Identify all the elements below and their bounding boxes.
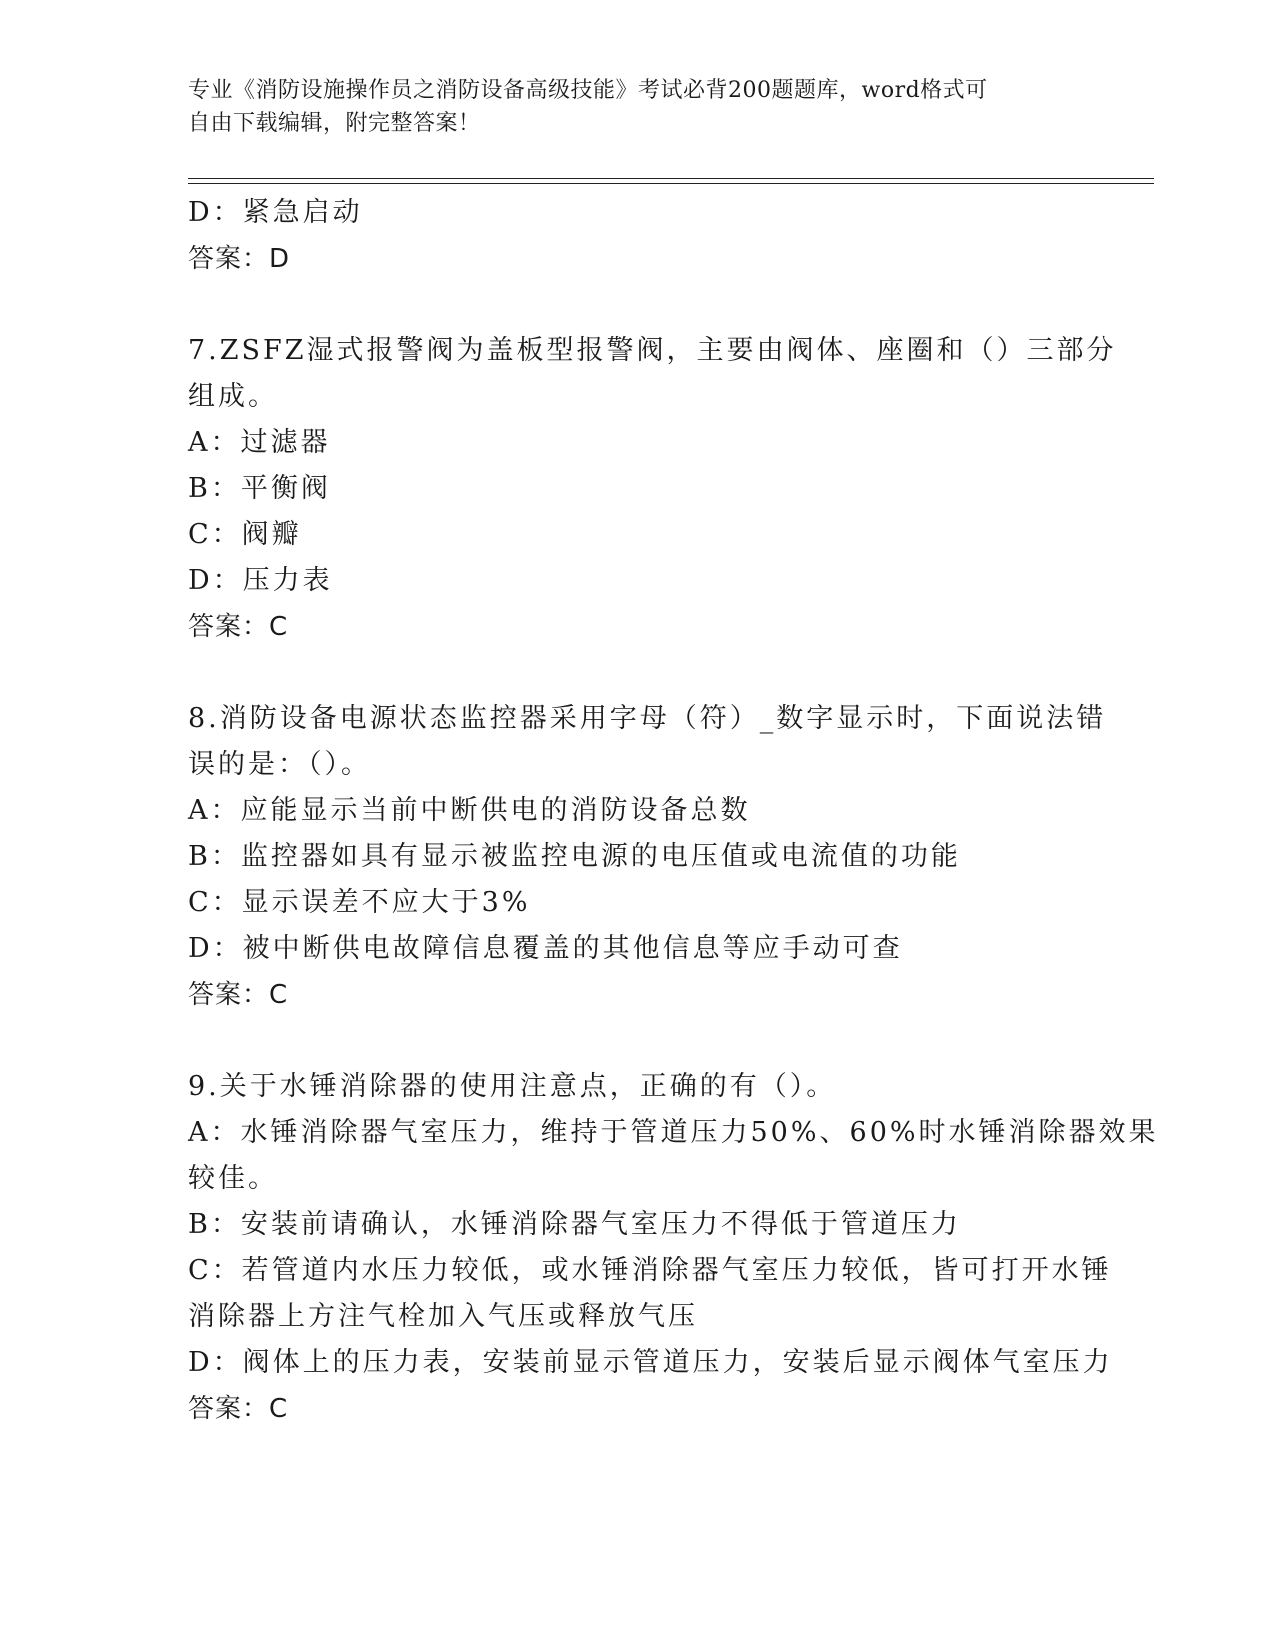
question-8-option-d: D：被中断供电故障信息覆盖的其他信息等应手动可查	[188, 933, 903, 964]
spacer	[188, 282, 1088, 328]
question-7-option-c: C：阀瓣	[188, 519, 302, 550]
header-rule-top	[188, 178, 1154, 179]
question-7-option-a: A：过滤器	[188, 427, 331, 458]
option-d: D：紧急启动	[188, 197, 363, 228]
question-9-option-c: C：若管道内水压力较低，或水锤消除器气室压力较低，皆可打开水锤	[188, 1255, 1112, 1286]
header-rule-bottom	[188, 183, 1154, 184]
header-line-1: 专业《消防设施操作员之消防设备高级技能》考试必背200题题库，word格式可	[188, 78, 988, 103]
question-9-option-a: A：水锤消除器气室压力，维持于管道压力50%、60%时水锤消除器效果	[188, 1117, 1159, 1148]
question-9-option-c-cont: 消除器上方注气栓加入气压或释放气压	[188, 1301, 698, 1332]
question-8-stem: 8.消防设备电源状态监控器采用字母（符）_数字显示时，下面说法错	[188, 703, 1107, 734]
question-9-answer: 答案：C	[188, 1394, 289, 1424]
document-body	[188, 190, 1159, 1432]
spacer	[188, 650, 1088, 696]
question-9-option-a-cont: 较佳。	[188, 1163, 278, 1194]
question-9-option-b: B：安装前请确认，水锤消除器气室压力不得低于管道压力	[188, 1209, 961, 1240]
document-header	[188, 74, 1088, 140]
question-7-stem-cont: 组成。	[188, 381, 278, 412]
spacer	[188, 1018, 1088, 1064]
question-7-option-b: B：平衡阀	[188, 473, 331, 504]
question-7-answer: 答案：C	[188, 612, 289, 642]
question-7-stem: 7.ZSFZ湿式报警阀为盖板型报警阀，主要由阀体、座圈和（）三部分	[188, 335, 1117, 366]
question-8-option-a: A：应能显示当前中断供电的消防设备总数	[188, 795, 751, 826]
question-8-option-b: B：监控器如具有显示被监控电源的电压值或电流值的功能	[188, 841, 961, 872]
answer: 答案：D	[188, 244, 291, 274]
question-8-answer: 答案：C	[188, 980, 289, 1010]
header-line-2: 自由下载编辑，附完整答案！	[188, 111, 481, 136]
question-9-option-d: D：阀体上的压力表，安装前显示管道压力，安装后显示阀体气室压力	[188, 1347, 1113, 1378]
question-8-stem-cont: 误的是：（）。	[188, 749, 371, 780]
question-9-stem: 9.关于水锤消除器的使用注意点，正确的有（）。	[188, 1071, 837, 1102]
question-7-option-d: D：压力表	[188, 565, 333, 596]
question-8-option-c: C：显示误差不应大于3%	[188, 887, 531, 918]
